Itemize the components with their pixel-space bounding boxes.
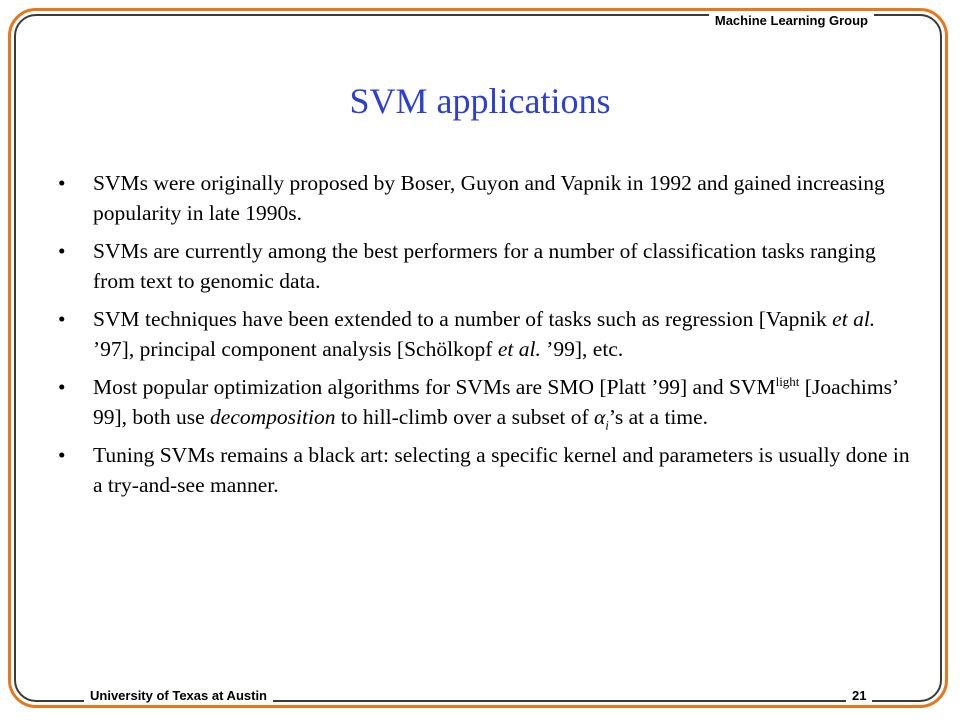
bullet-dot: • — [58, 443, 66, 467]
italic-text: decomposition — [210, 405, 336, 429]
footer-institution: University of Texas at Austin — [84, 688, 273, 703]
text-segment: to hill-climb over a subset of — [335, 405, 594, 429]
italic-text: i — [605, 417, 609, 433]
bullet-text — [93, 373, 898, 433]
bullet-item — [58, 372, 910, 432]
text-segment: ’s at a time. — [608, 405, 709, 429]
bullet-dot: • — [58, 307, 66, 331]
header-label: Machine Learning Group — [709, 13, 874, 28]
bullet-list — [58, 168, 910, 508]
italic-text: et al. — [497, 337, 541, 361]
bullet-text: SVMs are currently among the best performers for a number of classification tasks ranging from text to genomic data. — [93, 239, 876, 293]
superscript-text: light — [775, 373, 800, 389]
text-segment: SVM techniques have been extended to a number of tasks such as regression [Vapnik — [93, 307, 833, 331]
bullet-dot: • — [58, 171, 66, 195]
bullet-item — [58, 168, 910, 228]
bullet-text: Tuning SVMs remains a black art: selecting a specific kernel and parameters is usually done in a try-and-see manner. — [93, 443, 910, 497]
text-segment: Most popular optimization algorithms for SVMs are SMO [Platt ’99] and SVM — [93, 375, 776, 399]
bullet-dot: • — [58, 375, 66, 399]
italic-text: et al. — [832, 307, 876, 331]
alpha-symbol: α — [594, 405, 606, 429]
bullet-dot: • — [58, 239, 66, 263]
bullet-item — [58, 304, 910, 364]
page-number: 21 — [846, 688, 872, 703]
text-segment: ’99], etc. — [540, 337, 624, 361]
bullet-text: SVMs were originally proposed by Boser, Guyon and Vapnik in 1992 and gained increasing popularity in late 1990s. — [93, 171, 885, 225]
slide-title: SVM applications — [349, 81, 611, 121]
bullet-item — [58, 440, 910, 500]
bullet-text — [93, 307, 875, 361]
text-segment: ’97], principal component analysis [Schölkopf — [93, 337, 498, 361]
bullet-item — [58, 236, 910, 296]
text-segment: [Joachims’ 99], both use — [93, 375, 898, 429]
